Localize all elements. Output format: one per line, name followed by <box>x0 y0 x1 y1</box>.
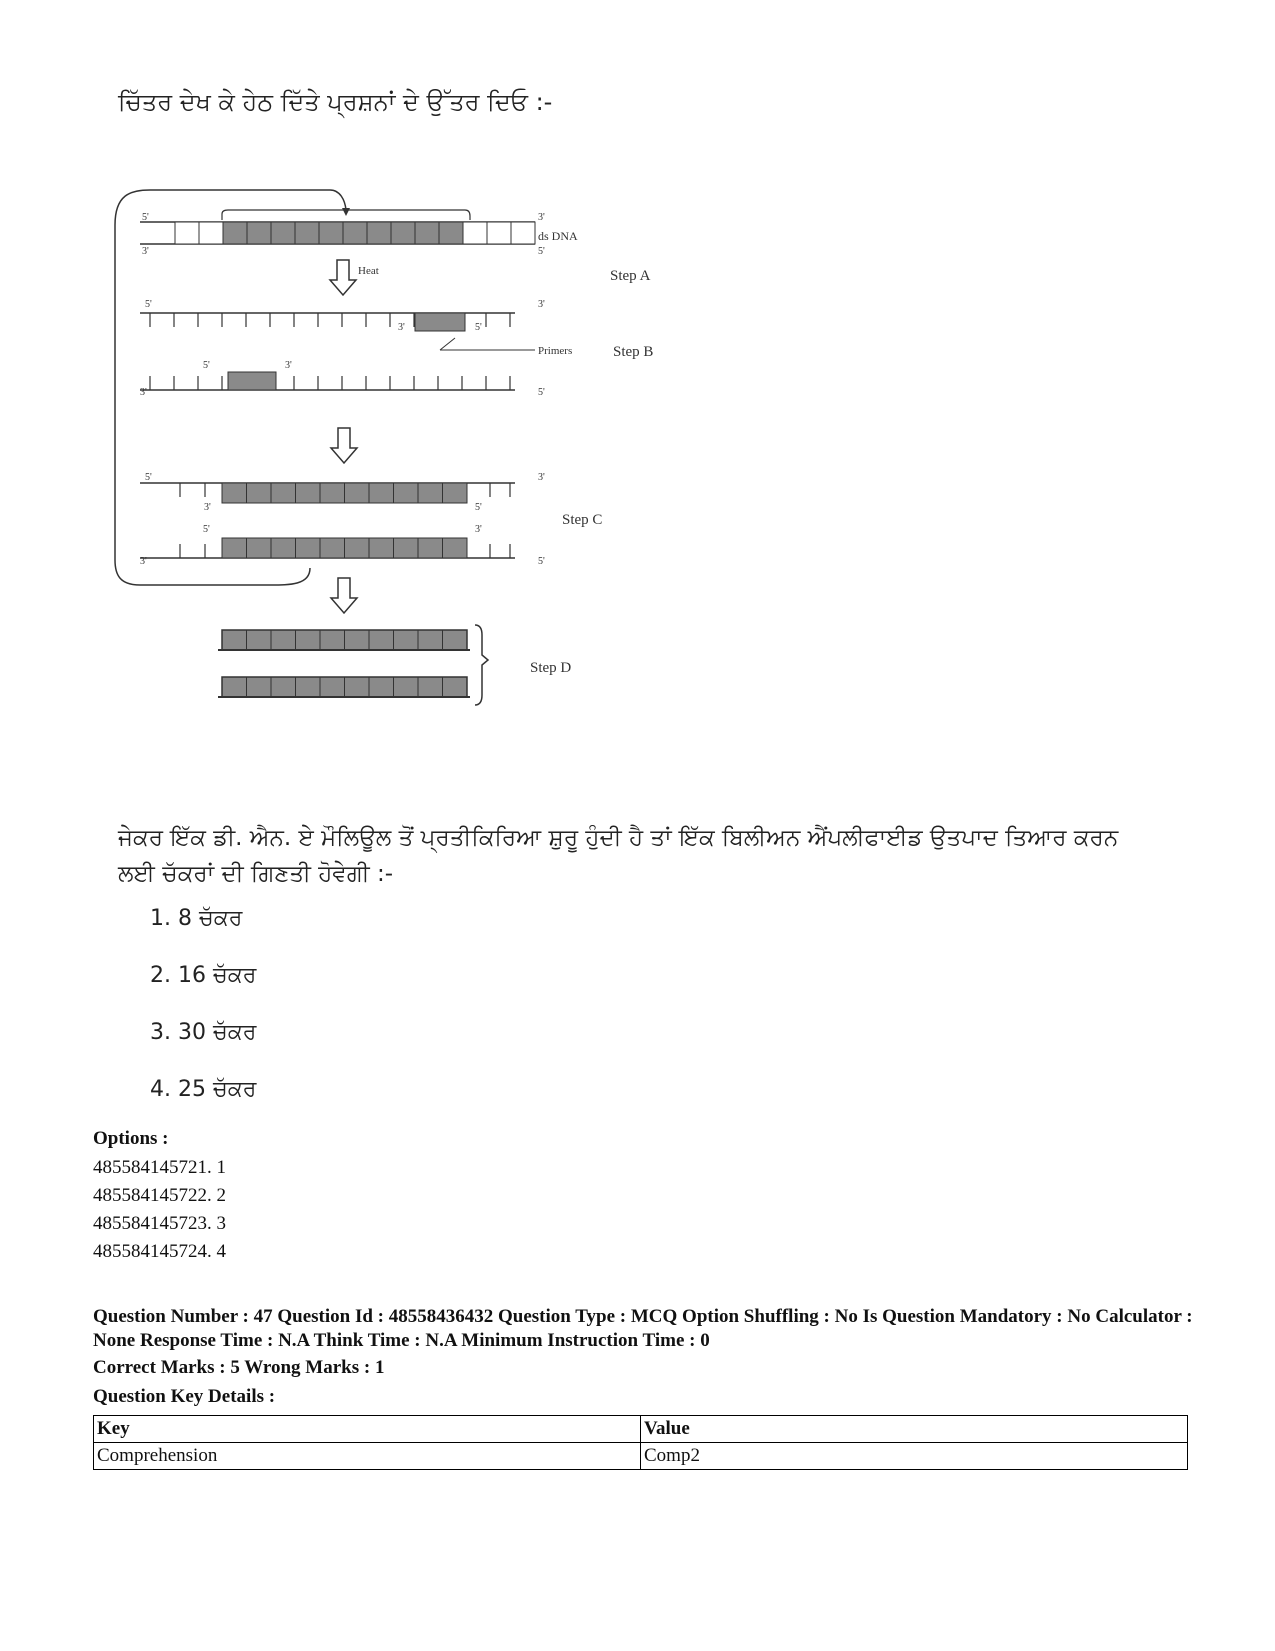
strand-end-label: 3' <box>285 360 292 371</box>
step-d-label: Step D <box>530 660 572 676</box>
instruction-text: ਚਿੱਤਰ ਦੇਖ ਕੇ ਹੇਠ ਦਿੱਤੇ ਪ੍ਰਸ਼ਨਾਂ ਦੇ ਉੱਤਰ ਦਿਓ :- <box>118 88 553 116</box>
ds-dna-cell <box>463 222 487 244</box>
option-1: 485584145721. 1 <box>93 1157 226 1178</box>
choice-3: 3. 30 ਚੱਕਰ <box>150 1020 257 1045</box>
table-cell-key: Comprehension <box>94 1443 641 1470</box>
table-header-key: Key <box>94 1416 641 1443</box>
pcr-diagram <box>110 180 710 760</box>
table-header-value: Value <box>641 1416 1188 1443</box>
strand-end-label: 3' <box>398 322 405 333</box>
ds-dna-cell <box>511 222 535 244</box>
strand-end-label: 3' <box>140 556 147 567</box>
ds-dna-cell <box>295 222 319 244</box>
strand-end-label: 3' <box>538 212 545 223</box>
step-c-label: Step C <box>562 512 603 528</box>
strand-end-label: 3' <box>140 387 147 398</box>
strand-end-label: 5' <box>475 502 482 513</box>
table-cell-value: Comp2 <box>641 1443 1188 1470</box>
primer-pointer-line-2 <box>440 338 455 350</box>
choice-1: 1. 8 ਚੱਕਰ <box>150 906 243 931</box>
down-arrow-icon-2 <box>331 428 357 463</box>
strand-end-label: 5' <box>142 212 149 223</box>
choice-4: 4. 25 ਚੱਕਰ <box>150 1077 257 1102</box>
option-4: 485584145724. 4 <box>93 1241 226 1262</box>
step-a-label: Step A <box>610 268 651 284</box>
primers-label: Primers <box>538 345 573 357</box>
strand-end-label: 3' <box>538 472 545 483</box>
strand-end-label: 3' <box>142 246 149 257</box>
choice-2: 2. 16 ਚੱਕਰ <box>150 963 257 988</box>
strand-end-label: 3' <box>475 524 482 535</box>
strand-end-label: 3' <box>538 299 545 310</box>
ds-dna-cell <box>247 222 271 244</box>
key-details-table <box>93 1415 1188 1470</box>
marks-line: Correct Marks : 5 Wrong Marks : 1 <box>93 1357 385 1378</box>
ds-dna-cell <box>487 222 511 244</box>
ds-dna-cell <box>319 222 343 244</box>
ds-dna-cell <box>439 222 463 244</box>
table-header-row <box>94 1416 1188 1443</box>
option-2: 485584145722. 2 <box>93 1185 226 1206</box>
ds-dna-cell <box>271 222 295 244</box>
heat-label: Heat <box>358 265 379 277</box>
ds-dna-cell <box>223 222 247 244</box>
table-row <box>94 1443 1188 1470</box>
strand-end-label: 3' <box>204 502 211 513</box>
cycle-loop-arrowhead <box>342 208 350 216</box>
strand-end-label: 5' <box>145 299 152 310</box>
strand-end-label: 5' <box>203 524 210 535</box>
ds-dna-cell <box>199 222 223 244</box>
question-meta: Question Number : 47 Question Id : 48558436432 Question Type : MCQ Option Shuffling : No Is Question Mandatory : No Calculator : None Response Time : N.A Think Time : N.A Minimum Instruction Time : 0 <box>93 1306 1193 1351</box>
strand-end-label: 5' <box>538 556 545 567</box>
ds-dna-cell <box>415 222 439 244</box>
strand-end-label: 5' <box>145 472 152 483</box>
ds-dna-cell <box>391 222 415 244</box>
question-text: ਜੇਕਰ ਇੱਕ ਡੀ. ਐਨ. ਏ ਮੌਲਿਊਲ ਤੋਂ ਪ੍ਰਤੀਕਿਰਿਆ ਸ਼ੁਰੂ ਹੁੰਦੀ ਹੈ ਤਾਂ ਇੱਕ ਬਿਲੀਅਨ ਐਂਪਲੀਫਾਈਡ ਉਤਪਾਦ ਤਿਆਰ ਕਰਨ ਲਈ ਚੱਕਰਾਂ ਦੀ ਗਿਣਤੀ ਹੋਵੇਗੀ :- <box>118 825 1119 887</box>
step-b-label: Step B <box>613 344 654 360</box>
ds-dna-cell <box>367 222 391 244</box>
ds-dna-cell <box>175 222 199 244</box>
down-arrow-icon-3 <box>331 578 357 613</box>
heat-arrow-icon <box>330 260 356 295</box>
strand-end-label: 5' <box>538 246 545 257</box>
option-3: 485584145723. 3 <box>93 1213 226 1234</box>
options-label: Options : <box>93 1128 169 1149</box>
step-d-bracket <box>475 625 488 705</box>
key-details-label: Question Key Details : <box>93 1386 276 1407</box>
primer-top <box>415 313 465 331</box>
ds-dna-label: ds DNA <box>538 229 578 243</box>
ds-dna-cell <box>343 222 367 244</box>
strand-end-label: 5' <box>475 322 482 333</box>
strand-end-label: 5' <box>538 387 545 398</box>
primer-bottom <box>228 372 276 390</box>
strand-end-label: 5' <box>203 360 210 371</box>
